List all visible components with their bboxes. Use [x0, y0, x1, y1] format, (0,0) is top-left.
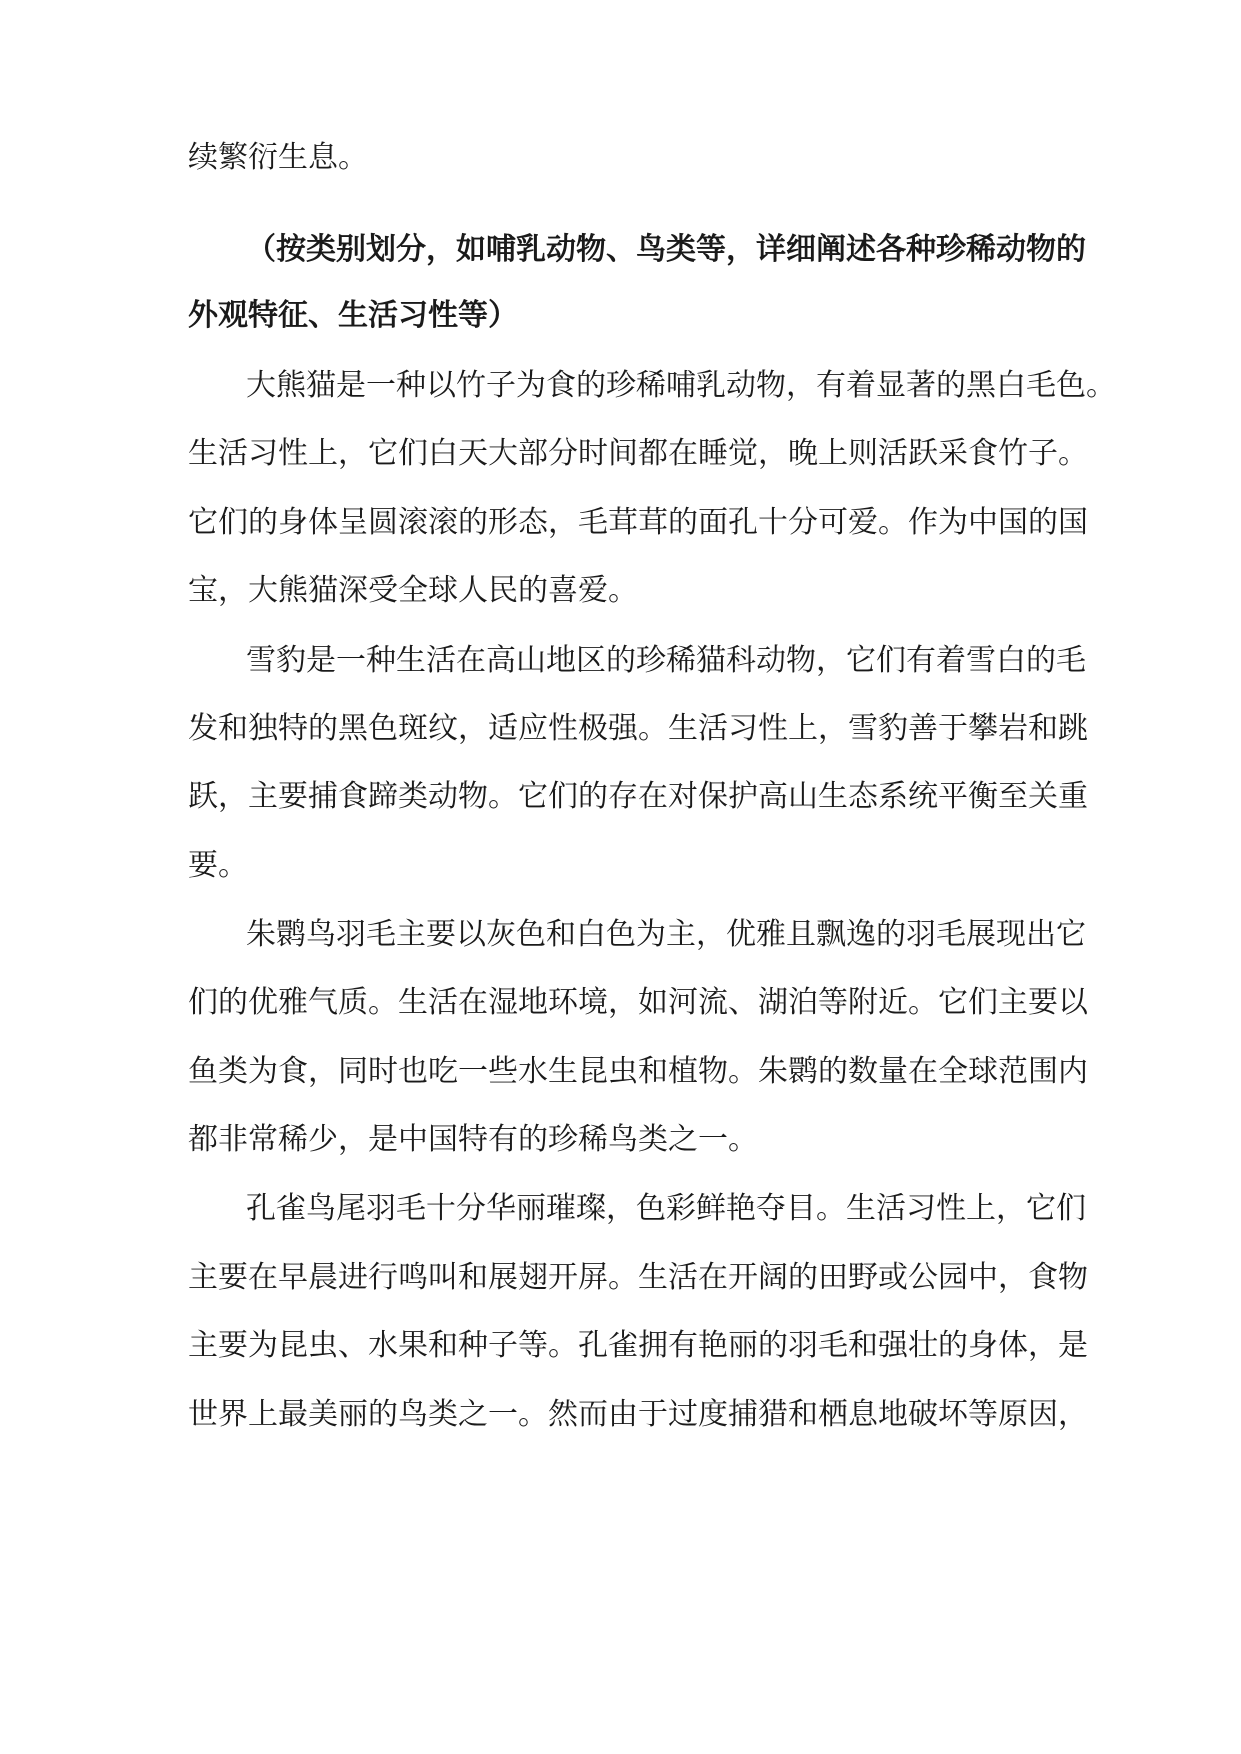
section-heading-line-2: 外观特征、生活习性等） [188, 298, 518, 333]
paragraph-line: 雪豹是一种生活在高山地区的珍稀猫科动物，它们有着雪白的毛 [246, 643, 1086, 678]
section-heading-line-1: （按类别划分，如哺乳动物、鸟类等，详细阐述各种珍稀动物的 [246, 232, 1086, 267]
paragraph-line: 生活习性上，它们白天大部分时间都在睡觉，晚上则活跃采食竹子。 [188, 436, 1088, 471]
paragraph-line: 要。 [188, 848, 248, 883]
paragraph-line: 世界上最美丽的鸟类之一。然而由于过度捕猎和栖息地破坏等原因， [188, 1397, 1088, 1432]
continuation-text: 续繁衍生息。 [188, 140, 368, 175]
paragraph-line: 主要为昆虫、水果和种子等。孔雀拥有艳丽的羽毛和强壮的身体，是 [188, 1328, 1088, 1363]
paragraph-line: 们的优雅气质。生活在湿地环境，如河流、湖泊等附近。它们主要以 [188, 985, 1088, 1020]
paragraph-line: 它们的身体呈圆滚滚的形态，毛茸茸的面孔十分可爱。作为中国的国 [188, 505, 1088, 540]
paragraph-line: 主要在早晨进行鸣叫和展翅开屏。生活在开阔的田野或公园中，食物 [188, 1260, 1088, 1295]
paragraph-line: 发和独特的黑色斑纹，适应性极强。生活习性上，雪豹善于攀岩和跳 [188, 711, 1088, 746]
paragraph-line: 都非常稀少，是中国特有的珍稀鸟类之一。 [188, 1122, 758, 1157]
paragraph-line: 大熊猫是一种以竹子为食的珍稀哺乳动物，有着显著的黑白毛色。 [246, 368, 1116, 403]
paragraph-line: 鱼类为食，同时也吃一些水生昆虫和植物。朱鹮的数量在全球范围内 [188, 1054, 1088, 1089]
paragraph-line: 朱鹮鸟羽毛主要以灰色和白色为主，优雅且飘逸的羽毛展现出它 [246, 917, 1086, 952]
paragraph-line: 跃，主要捕食蹄类动物。它们的存在对保护高山生态系统平衡至关重 [188, 779, 1088, 814]
paragraph-line: 孔雀鸟尾羽毛十分华丽璀璨，色彩鲜艳夺目。生活习性上，它们 [246, 1191, 1086, 1226]
paragraph-line: 宝，大熊猫深受全球人民的喜爱。 [188, 573, 638, 608]
